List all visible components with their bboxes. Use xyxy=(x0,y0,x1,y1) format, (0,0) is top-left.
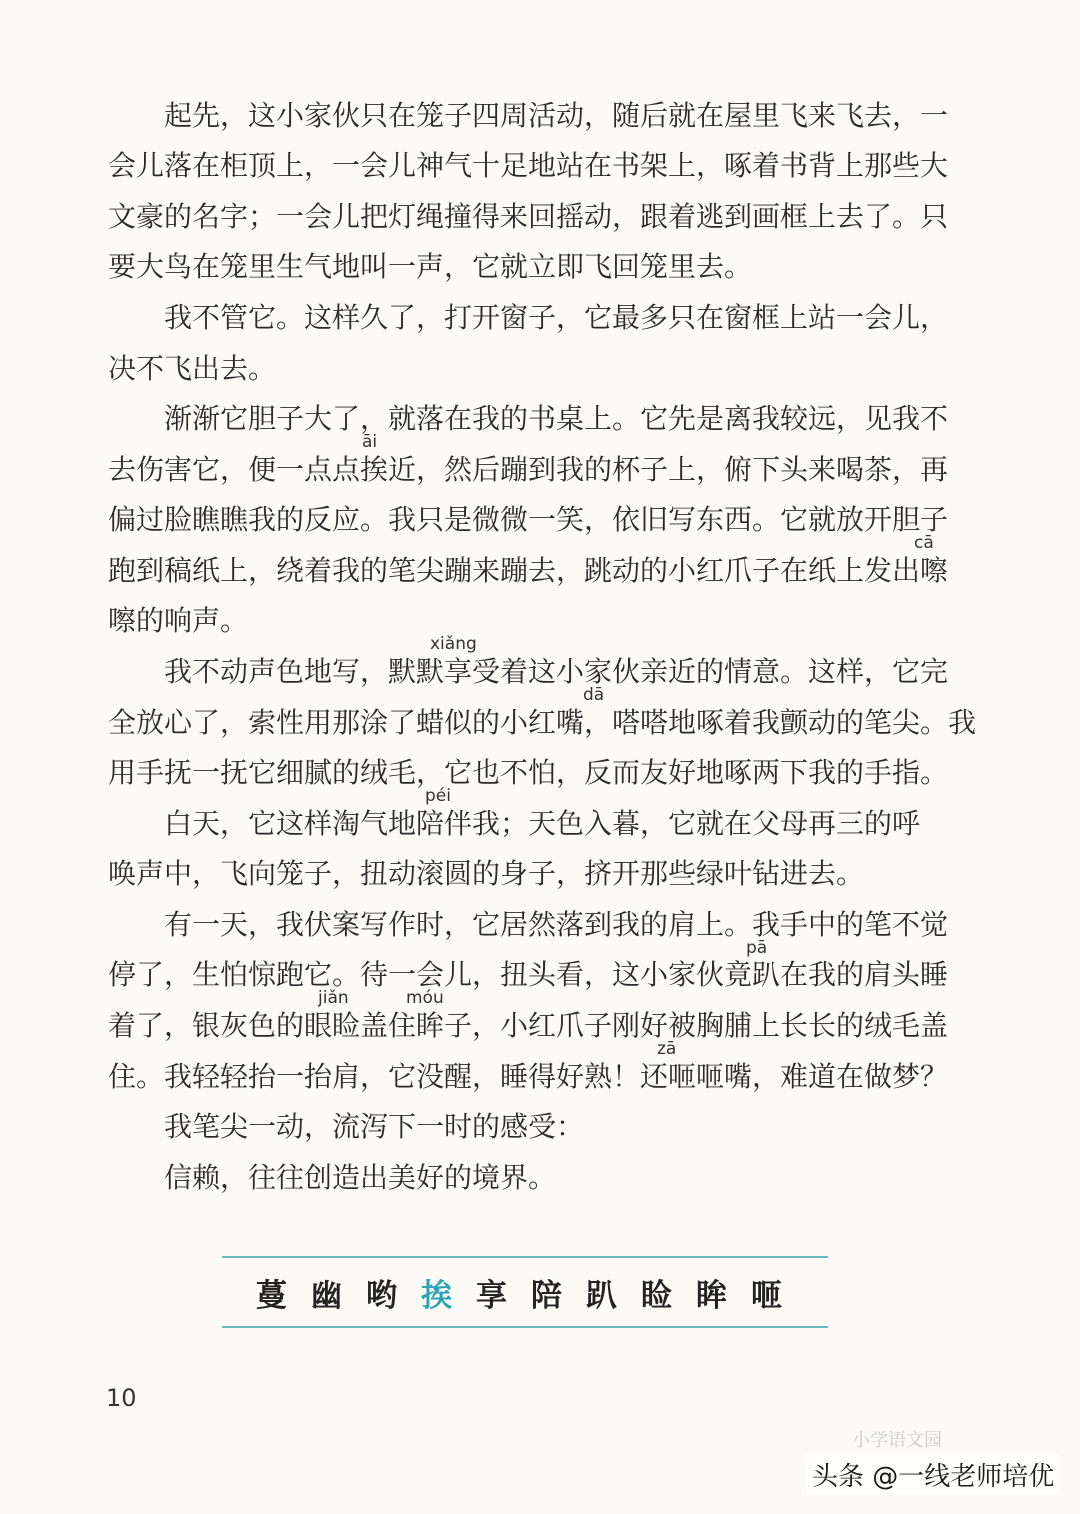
text-line: 要大鸟在笼里生气地叫一声，它就立即飞回笼里去。 xyxy=(108,250,753,283)
text-line: 渐渐它胆子大了，就落在我的书桌上。它先是离我较远，见我不 xyxy=(164,402,949,435)
pinyin-da: dā xyxy=(583,685,605,705)
new-character: 幽 xyxy=(311,1277,342,1314)
text-line: 决不飞出去。 xyxy=(108,352,277,385)
new-character: 睑 xyxy=(641,1277,672,1314)
text-line: 全放心了，索性用那涂了蜡似的小红嘴，嗒嗒地啄着我颤动的笔尖。我 xyxy=(108,706,977,739)
new-character: 趴 xyxy=(586,1277,617,1314)
text-line: 我不管它。这样久了，打开窗子，它最多只在窗框上站一会儿， xyxy=(164,301,949,334)
text-line: 起先，这小家伙只在笼子四周活动，随后就在屋里飞来飞去，一 xyxy=(164,99,949,132)
text-line: 去伤害它，便一点点挨近，然后蹦到我的杯子上，俯下头来喝茶，再 xyxy=(108,453,949,486)
text-line: 有一天，我伏案写作时，它居然落到我的肩上。我手中的笔不觉 xyxy=(164,908,949,941)
new-character: 陪 xyxy=(531,1277,562,1314)
text-line: 住。我轻轻抬一抬肩，它没醒，睡得好熟！还咂咂嘴，难道在做梦？ xyxy=(108,1060,949,1093)
new-character: 哟 xyxy=(366,1277,397,1314)
text-line: 用手抚一抚它细腻的绒毛，它也不怕，反而友好地啄两下我的手指。 xyxy=(108,756,949,789)
pinyin-pa: pā xyxy=(746,938,768,958)
pinyin-ca: cā xyxy=(914,533,934,553)
text-line: 着了，银灰色的眼睑盖住眸子，小红爪子刚好被胸脯上长长的绒毛盖 xyxy=(108,1009,949,1042)
pinyin-xiang: xiǎng xyxy=(430,634,477,654)
new-character: 享 xyxy=(476,1277,507,1314)
pinyin-jian: jiǎn xyxy=(318,988,349,1008)
page-number: 10 xyxy=(106,1384,137,1412)
new-character: 眸 xyxy=(696,1277,727,1314)
text-line: 白天，它这样淘气地陪伴我；天色入暮，它就在父母再三的呼 xyxy=(164,807,921,840)
text-line: 会儿落在柜顶上，一会儿神气十足地站在书架上，啄着书背上那些大 xyxy=(108,149,949,182)
text-line: 跑到稿纸上，绕着我的笔尖蹦来蹦去，跳动的小红爪子在纸上发出嚓 xyxy=(108,554,949,587)
watermark: 头条 @一线老师培优 xyxy=(806,1454,1060,1495)
text-line: 信赖，往往创造出美好的境界。 xyxy=(164,1161,557,1194)
text-line: 文豪的名字；一会儿把灯绳撞得来回摇动，跟着逃到画框上去了。只 xyxy=(108,200,949,233)
text-line: 嚓的响声。 xyxy=(108,604,249,637)
faint-watermark: 小学语文园 xyxy=(852,1430,942,1451)
text-line: 停了，生怕惊跑它。待一会儿，扭头看，这小家伙竟趴在我的肩头睡 xyxy=(108,958,949,991)
new-character: 蔓 xyxy=(256,1277,287,1314)
new-character: 咂 xyxy=(751,1277,782,1314)
text-line: 偏过脸瞧瞧我的反应。我只是微微一笑，依旧写东西。它就放开胆子 xyxy=(108,503,949,536)
new-characters-box xyxy=(222,1256,828,1328)
new-character-highlighted: 挨 xyxy=(421,1277,452,1314)
pinyin-za: zā xyxy=(657,1039,677,1059)
text-line: 唤声中，飞向笼子，扭动滚圆的身子，挤开那些绿叶钻进去。 xyxy=(108,857,865,890)
pinyin-pei: péi xyxy=(425,786,451,806)
text-line: 我笔尖一动，流泻下一时的感受： xyxy=(164,1110,585,1143)
text-line: 我不动声色地写，默默享受着这小家伙亲近的情意。这样，它完 xyxy=(164,655,949,688)
pinyin-mou: móu xyxy=(406,988,444,1008)
pinyin-ai: āi xyxy=(362,432,378,452)
